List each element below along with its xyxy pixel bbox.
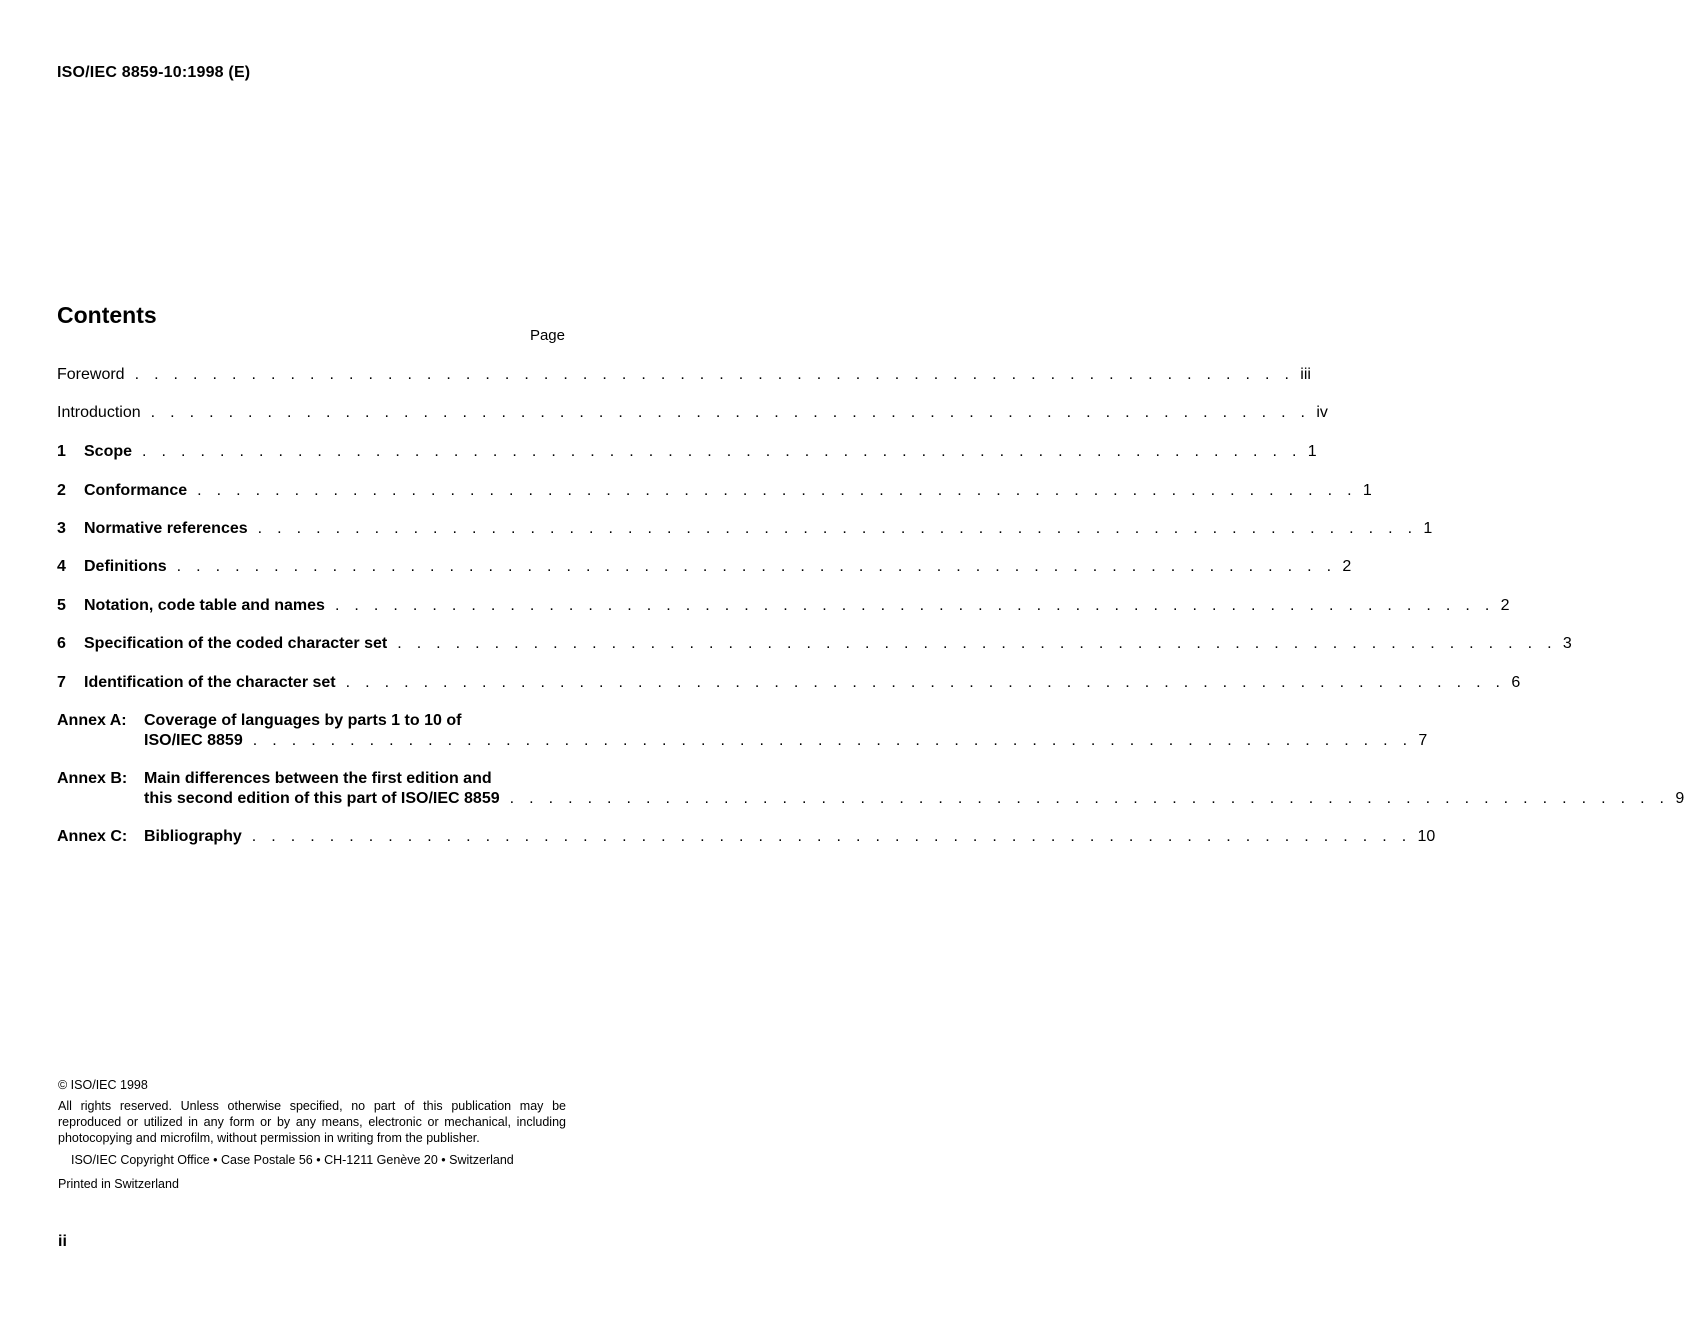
- toc-entry-page: 2: [1500, 597, 1510, 614]
- toc-entry-number: 3: [57, 520, 66, 537]
- toc-entry-number: 1: [57, 443, 66, 460]
- toc-entry-foreword[interactable]: [57, 365, 1311, 385]
- toc-entry-notation[interactable]: [57, 596, 1510, 616]
- dot-leader: . . . . . . . . . . . . . . . . . . . . . . . . . . . . . . . . . . . . . . . . . . . . . . . . . . . . . . . . . . . .: [197, 482, 1357, 499]
- annex-label: Annex B:: [57, 770, 128, 787]
- dot-leader: . . . . . . . . . . . . . . . . . . . . . . . . . . . . . . . . . . . . . . . . . . . . . . . . . . . . . . . . . . . .: [134, 366, 1295, 383]
- standard-reference: ISO/IEC 8859-10:1998 (E): [57, 64, 251, 81]
- toc-entry-title: Identification of the character set: [84, 674, 336, 691]
- toc-entry-title: Scope: [84, 443, 133, 460]
- page-column-label: Page: [529, 327, 565, 344]
- annex-label: Annex A:: [57, 712, 127, 729]
- toc-entry-number: 2: [57, 482, 66, 499]
- dot-leader: . . . . . . . . . . . . . . . . . . . . . . . . . . . . . . . . . . . . . . . . . . . . . . . . . . . . . . . . . . . .: [397, 635, 1557, 652]
- copyright-notice: © ISO/IEC 1998: [58, 1078, 148, 1092]
- dot-leader: . . . . . . . . . . . . . . . . . . . . . . . . . . . . . . . . . . . . . . . . . . . . . . . . . . . . . . . . . . . .: [257, 520, 1418, 537]
- toc-entry-specification[interactable]: [57, 634, 1572, 654]
- toc-entry-title: Bibliography: [144, 828, 242, 845]
- copyright-office-address: ISO/IEC Copyright Office • Case Postale 56 • CH-1211 Genève 20 • Switzerland: [71, 1153, 514, 1167]
- toc-entry-page: 6: [1511, 674, 1521, 691]
- toc-entry-annex-a[interactable]: [57, 711, 1428, 751]
- toc-entry-page: iv: [1316, 404, 1328, 421]
- toc-entry-scope[interactable]: [57, 442, 1317, 462]
- dot-leader: . . . . . . . . . . . . . . . . . . . . . . . . . . . . . . . . . . . . . . . . . . . . . . . . . . . . . . . . . . . .: [334, 597, 1495, 614]
- toc-entry-page: iii: [1300, 366, 1311, 383]
- toc-entry-number: 4: [57, 558, 66, 575]
- dot-leader: . . . . . . . . . . . . . . . . . . . . . . . . . . . . . . . . . . . . . . . . . . . . . . . . . . . . . . . . . . . .: [142, 443, 1302, 460]
- toc-entry-title-continued: ISO/IEC 8859: [144, 732, 243, 749]
- toc-entry-page: 10: [1417, 828, 1436, 845]
- toc-entry-annex-c[interactable]: [57, 827, 1436, 847]
- toc-entry-title: Introduction: [57, 404, 141, 421]
- page-number: ii: [58, 1233, 67, 1250]
- toc-entry-page: 3: [1562, 635, 1572, 652]
- toc-entry-definitions[interactable]: [57, 557, 1352, 577]
- dot-leader: . . . . . . . . . . . . . . . . . . . . . . . . . . . . . . . . . . . . . . . . . . . . . . . . . . . . . . . . . . . .: [176, 558, 1337, 575]
- toc-entry-title: Main differences between the first edition and: [144, 770, 492, 787]
- toc-entry-identification[interactable]: [57, 673, 1521, 693]
- toc-entry-page: 7: [1418, 732, 1428, 749]
- dot-leader: . . . . . . . . . . . . . . . . . . . . . . . . . . . . . . . . . . . . . . . . . . . . . . . . . . . . . . . . . . . .: [345, 674, 1506, 691]
- printed-in: Printed in Switzerland: [58, 1177, 179, 1191]
- dot-leader: . . . . . . . . . . . . . . . . . . . . . . . . . . . . . . . . . . . . . . . . . . . . . . . . . . . . . . . . . . . .: [252, 732, 1413, 749]
- toc-entry-conformance[interactable]: [57, 481, 1372, 501]
- toc-entry-page: 9: [1675, 790, 1684, 807]
- toc-entry-title: Specification of the coded character set: [84, 635, 388, 652]
- toc-entry-number: 7: [57, 674, 66, 691]
- copyright-block: [58, 1077, 566, 1192]
- toc-entry-title-continued: this second edition of this part of ISO/IEC 8859: [144, 790, 500, 807]
- toc-entry-number: 5: [57, 597, 66, 614]
- toc-entry-annex-b[interactable]: [57, 769, 1684, 809]
- dot-leader: . . . . . . . . . . . . . . . . . . . . . . . . . . . . . . . . . . . . . . . . . . . . . . . . . . . . . . . . . . . .: [509, 790, 1670, 807]
- contents-heading: Contents: [57, 302, 157, 328]
- toc-entry-title: Foreword: [57, 366, 125, 383]
- toc-entry-title: Normative references: [84, 520, 248, 537]
- toc-entry-page: 1: [1423, 520, 1433, 537]
- toc-entry-page: 1: [1307, 443, 1317, 460]
- toc-entry-page: 1: [1362, 482, 1372, 499]
- toc-entry-page: 2: [1342, 558, 1352, 575]
- toc-entry-number: 6: [57, 635, 66, 652]
- toc-entry-title: Definitions: [84, 558, 167, 575]
- toc-entry-normative-references[interactable]: [57, 519, 1433, 539]
- annex-label: Annex C:: [57, 828, 128, 845]
- dot-leader: . . . . . . . . . . . . . . . . . . . . . . . . . . . . . . . . . . . . . . . . . . . . . . . . . . . . . . . . . . . .: [251, 828, 1412, 845]
- toc-entry-title: Conformance: [84, 482, 188, 499]
- toc-entry-title: Coverage of languages by parts 1 to 10 of: [144, 712, 462, 729]
- dot-leader: . . . . . . . . . . . . . . . . . . . . . . . . . . . . . . . . . . . . . . . . . . . . . . . . . . . . . . . . . . . .: [150, 404, 1311, 421]
- toc-entry-introduction[interactable]: [57, 403, 1328, 423]
- rights-statement: All rights reserved. Unless otherwise specified, no part of this publication may be reproduced or utilized in any form or by any means, electronic or mechanical, including photocopying and microfilm, without permission in writing from the publisher.: [58, 1099, 566, 1145]
- toc-entry-title: Notation, code table and names: [84, 597, 325, 614]
